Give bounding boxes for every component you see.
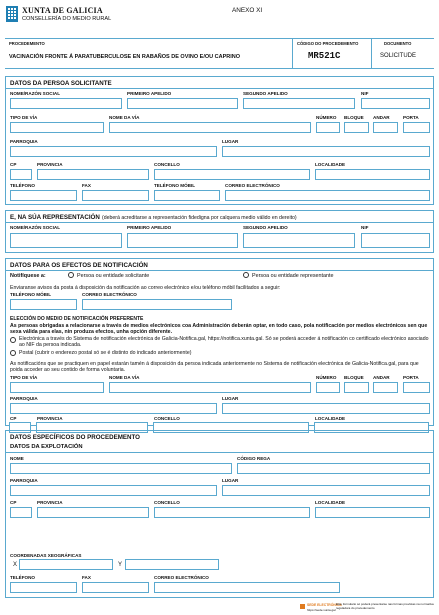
farm-fax-label: FAX <box>82 575 91 580</box>
notification-parish-label: PARROQUIA <box>10 396 38 401</box>
procedure-code: MR521C <box>308 51 341 61</box>
option-postal-label: Postal (cubrir o enderezo postal só se é distinto do indicado anteriormente) <box>19 350 192 356</box>
representative-section-title: E, NA SÚA REPRESENTACIÓN <box>10 214 100 221</box>
applicant-council-label: CONCELLO <box>154 162 180 167</box>
rega-code-field[interactable] <box>237 463 430 474</box>
coord-y-field[interactable] <box>125 559 219 570</box>
notification-door-label: PORTA <box>403 375 419 380</box>
applicant-block-field[interactable] <box>344 122 369 133</box>
procedure-code-label: CÓDIGO DO PROCEDEMENTO <box>297 41 359 46</box>
annex-label: ANEXO XI <box>232 7 263 14</box>
notification-floor-label: ANDAR <box>373 375 390 380</box>
representative-name-label: NOME/RAZÓN SOCIAL <box>10 225 61 230</box>
farm-province-field[interactable] <box>37 507 149 518</box>
applicant-place-field[interactable] <box>222 146 430 157</box>
notify-to-label: Notifíquese a: <box>10 273 46 279</box>
notification-province-label: PROVINCIA <box>37 416 63 421</box>
xunta-shield-icon <box>6 6 18 22</box>
notification-number-field[interactable] <box>316 382 340 393</box>
farm-phone-field[interactable] <box>10 582 77 593</box>
representative-note: (deberá acreditarse a representación fidedigna por calquera medio válido en dereito) <box>102 215 297 221</box>
footer-highlight: SEDE ELECTRÓNICA <box>307 603 342 607</box>
preferred-title: ELECCIÓN DO MEDIO DE NOTIFICACIÓN PREFERENTE <box>10 316 144 322</box>
farm-fax-field[interactable] <box>82 582 149 593</box>
coord-y-label: Y <box>118 562 123 568</box>
applicant-road-name-field[interactable] <box>109 122 311 133</box>
applicant-road-name-label: NOME DA VÍA <box>109 115 140 120</box>
option-applicant-label: Persoa ou entidade solicitante <box>77 273 150 279</box>
notification-number-label: NÚMERO <box>316 375 337 380</box>
applicant-cp-label: CP <box>10 162 17 167</box>
farm-email-field[interactable] <box>154 582 340 593</box>
applicant-door-label: PORTA <box>403 115 419 120</box>
specific-section <box>5 430 434 598</box>
notification-road-name-label: NOME DA VÍA <box>109 375 140 380</box>
notification-email-field[interactable] <box>82 299 232 310</box>
rega-code-label: CÓDIGO REGA <box>237 456 271 461</box>
coord-x-label: X <box>13 562 18 568</box>
coords-label: COORDENADAS XEOGRÁFICAS <box>10 553 82 558</box>
applicant-floor-label: ANDAR <box>373 115 390 120</box>
notification-floor-field[interactable] <box>373 382 398 393</box>
applicant-nif-label: NIF <box>361 91 369 96</box>
applicant-fax-field[interactable] <box>82 190 149 201</box>
option-electronic-label: Electrónica a través do Sistema de notificación electrónica de Galicia-Notifica.gal, https://notifica.xunta.gal. Só se poderá acceder á notificación co certificado electrónico asociado ao NIF da persoa indicada. <box>19 336 429 349</box>
applicant-phone-label: TELÉFONO <box>10 183 36 188</box>
org-name: XUNTA DE GALICIA <box>22 6 103 15</box>
applicant-section <box>5 76 434 205</box>
footer <box>300 603 434 613</box>
notification-road-name-field[interactable] <box>109 382 311 393</box>
xunta-logo <box>6 6 18 22</box>
applicant-mobile-label: TELÉFONO MÓBIL <box>154 183 196 188</box>
paper-text: As notificacións que se practiquen en papel estarán tamén á disposición da persoa indicada anteriormente no Sistema de notificación electrónica de Galicia-Notifica.gal, para que poida acceder ao seu contido de forma voluntaria. <box>10 361 419 374</box>
farm-phone-label: TELÉFONO <box>10 575 36 580</box>
farm-place-field[interactable] <box>222 485 430 496</box>
representative-nif-label: NIF <box>361 225 369 230</box>
notification-mobile-label: TELÉFONO MÓBIL <box>10 292 52 297</box>
applicant-email-field[interactable] <box>225 190 430 201</box>
notification-cp-label: CP <box>10 416 17 421</box>
notification-council-label: CONCELLO <box>154 416 180 421</box>
applicant-fax-label: FAX <box>82 183 91 188</box>
applicant-surname1-label: PRIMEIRO APELIDO <box>127 91 172 96</box>
notification-road-type-field[interactable] <box>10 382 104 393</box>
representative-section <box>5 210 434 253</box>
applicant-block-label: BLOQUE <box>344 115 364 120</box>
notification-block-label: BLOQUE <box>344 375 364 380</box>
notice-text: Enviaranse avisos da posta á disposición da notificación ao correo electrónico e/ou teléfono móbil facilitados a seguir: <box>10 285 281 291</box>
farm-cp-label: CP <box>10 500 17 505</box>
farm-council-label: CONCELLO <box>154 500 180 505</box>
notification-mobile-field[interactable] <box>10 299 77 310</box>
applicant-road-type-field[interactable] <box>10 122 104 133</box>
applicant-section-title: DATOS DA PERSOA SOLICITANTE <box>10 80 112 87</box>
farm-name-label: NOME <box>10 456 24 461</box>
radio-electronic[interactable] <box>10 337 16 343</box>
applicant-locality-field[interactable] <box>315 169 430 180</box>
applicant-door-field[interactable] <box>403 122 430 133</box>
footer-text: Este formulario só poderá presentarse nas formas previstas na normativa reguladora do procedemento <box>336 602 434 610</box>
applicant-nif-field[interactable] <box>361 98 430 109</box>
radio-notify-applicant[interactable] <box>68 272 74 278</box>
notification-place-field[interactable] <box>222 403 430 414</box>
applicant-floor-field[interactable] <box>373 122 398 133</box>
representative-surname1-label: PRIMEIRO APELIDO <box>127 225 172 230</box>
applicant-number-label: NÚMERO <box>316 115 337 120</box>
applicant-surname1-field[interactable] <box>127 98 238 109</box>
notification-road-type-label: TIPO DE VÍA <box>10 375 38 380</box>
document-type: SOLICITUDE <box>380 53 417 59</box>
applicant-locality-label: LOCALIDADE <box>315 162 346 167</box>
procedure-label: PROCEDEMENTO <box>9 41 45 46</box>
option-representative-label: Persoa ou entidade representante <box>252 273 334 279</box>
farm-council-field[interactable] <box>154 507 310 518</box>
farm-place-label: LUGAR <box>222 478 239 483</box>
farm-data-subtitle: DATOS DA EXPLOTACIÓN <box>10 444 83 450</box>
document-label: DOCUMENTO <box>384 41 412 46</box>
department-name: CONSELLERÍA DO MEDIO RURAL <box>22 16 112 22</box>
notification-email-label: CORREO ELECTRÓNICO <box>82 292 137 297</box>
representative-name-field[interactable] <box>10 233 122 248</box>
applicant-email-label: CORREO ELECTRÓNICO <box>225 183 280 188</box>
farm-email-label: CORREO ELECTRÓNICO <box>154 575 209 580</box>
radio-notify-representative[interactable] <box>243 272 249 278</box>
applicant-mobile-field[interactable] <box>154 190 220 201</box>
applicant-number-field[interactable] <box>316 122 340 133</box>
applicant-parish-label: PARROQUIA <box>10 139 38 144</box>
farm-cp-field[interactable] <box>10 507 32 518</box>
procedure-box <box>5 38 434 69</box>
farm-parish-label: PARROQUIA <box>10 478 38 483</box>
procedure-title: VACINACIÓN FRONTE Á PARATUBERCULOSE EN RABAÑOS DE OVINO E/OU CAPRINO <box>9 54 241 60</box>
farm-name-field[interactable] <box>10 463 232 474</box>
notification-block-field[interactable] <box>344 382 369 393</box>
preferred-text: As persoas obrigadas a relacionarse a través de medios electrónicos coa Administración deberán optar, en todo caso, pola notificación por medios electrónicos sen que sexa válida para elas, nin produza efectos, unha opción diferente. <box>10 323 428 336</box>
farm-locality-label: LOCALIDADE <box>315 500 346 505</box>
applicant-name-label: NOME/RAZÓN SOCIAL <box>10 91 61 96</box>
specific-section-title: DATOS ESPECÍFICOS DO PROCEDEMENTO <box>10 434 140 441</box>
representative-surname1-field[interactable] <box>127 233 238 248</box>
sede-icon <box>300 604 305 609</box>
applicant-name-field[interactable] <box>10 98 122 109</box>
applicant-road-type-label: TIPO DE VÍA <box>10 115 38 120</box>
notification-section-title: DATOS PARA OS EFECTOS DE NOTIFICACIÓN <box>10 262 148 269</box>
notification-parish-field[interactable] <box>10 403 217 414</box>
footer-url[interactable]: https://sede.xunta.gal <box>307 608 336 612</box>
coord-x-field[interactable] <box>19 559 113 570</box>
farm-parish-field[interactable] <box>10 485 217 496</box>
applicant-place-label: LUGAR <box>222 139 239 144</box>
applicant-surname2-label: SEGUNDO APELIDO <box>243 91 288 96</box>
applicant-phone-field[interactable] <box>10 190 77 201</box>
notification-place-label: LUGAR <box>222 396 239 401</box>
farm-locality-field[interactable] <box>315 507 430 518</box>
representative-nif-field[interactable] <box>361 233 430 248</box>
applicant-surname2-field[interactable] <box>243 98 355 109</box>
radio-postal[interactable] <box>10 350 16 356</box>
notification-locality-label: LOCALIDADE <box>315 416 346 421</box>
notification-door-field[interactable] <box>403 382 430 393</box>
farm-province-label: PROVINCIA <box>37 500 63 505</box>
applicant-province-field[interactable] <box>37 169 149 180</box>
applicant-council-field[interactable] <box>154 169 310 180</box>
representative-surname2-label: SEGUNDO APELIDO <box>243 225 288 230</box>
applicant-parish-field[interactable] <box>10 146 217 157</box>
applicant-province-label: PROVINCIA <box>37 162 63 167</box>
applicant-cp-field[interactable] <box>10 169 32 180</box>
notification-section <box>5 258 434 426</box>
representative-surname2-field[interactable] <box>243 233 355 248</box>
